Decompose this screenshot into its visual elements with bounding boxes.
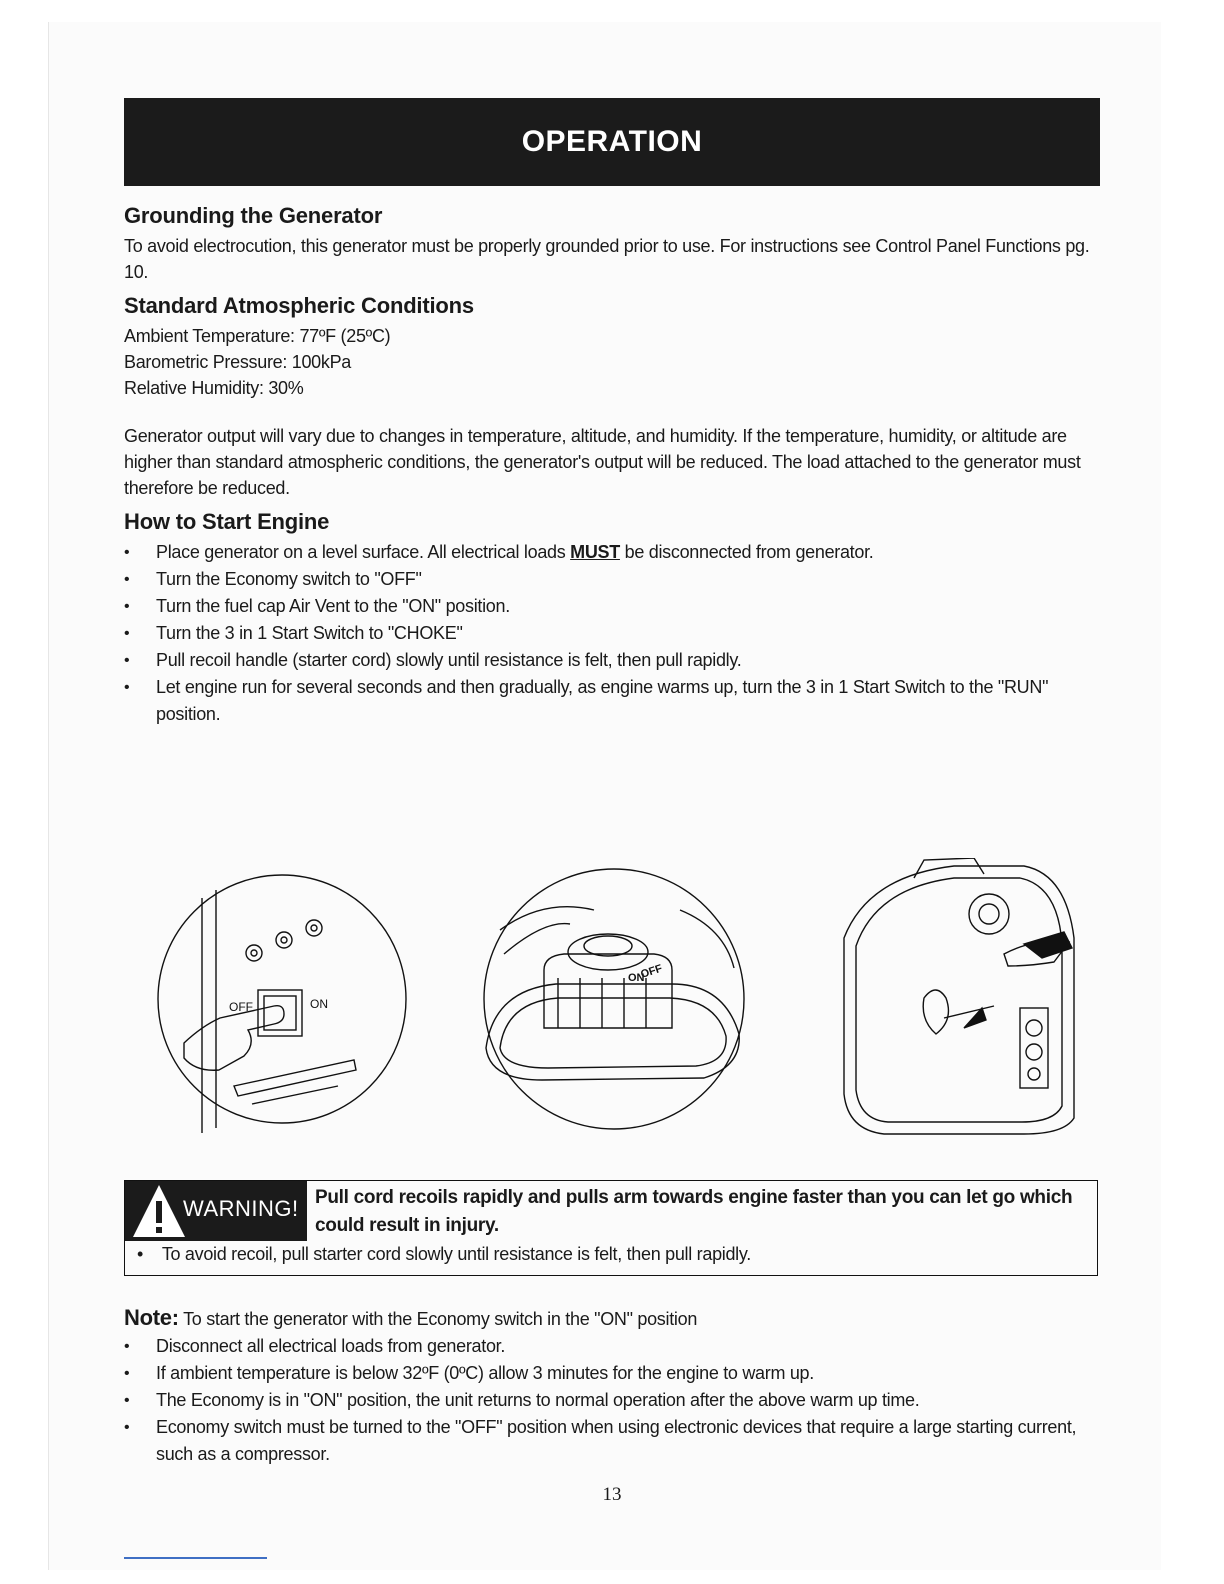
generator-illustration: [844, 858, 1074, 1134]
list-item: • Turn the 3 in 1 Start Switch to "CHOKE": [124, 620, 1100, 647]
grounding-heading: Grounding the Generator: [124, 203, 383, 228]
relative-humidity: Relative Humidity: 30%: [124, 378, 304, 398]
note-text: To start the generator with the Economy switch in the "ON" position: [178, 1309, 698, 1329]
note-list: [124, 1333, 1100, 1468]
grounding-text: To avoid electrocution, this generator must be properly grounded prior to use. For instructions see Control Panel Functions pg. 10.: [124, 236, 1090, 282]
switch-off-label: OFF: [229, 1000, 253, 1014]
list-item: • Pull recoil handle (starter cord) slowly until resistance is felt, then pull rapidly.: [124, 647, 1100, 674]
standard-conditions-section: [124, 293, 1100, 501]
grounding-section: [124, 203, 1100, 285]
start-heading: How to Start Engine: [124, 509, 330, 534]
banner-title: OPERATION: [521, 125, 703, 158]
page-number: 13: [602, 1484, 622, 1505]
cap-off-label: OFF: [639, 962, 664, 981]
economy-switch-illustration: [158, 875, 406, 1133]
list-item: • Turn the fuel cap Air Vent to the "ON" position.: [124, 593, 1100, 620]
illustrations: [124, 858, 1100, 1138]
list-item: • Economy switch must be turned to the "OFF" position when using electronic devices that require a large starting current, such as a compressor.: [124, 1414, 1100, 1468]
main-content: [124, 203, 1100, 730]
warning-bullet: • To avoid recoil, pull starter cord slowly until resistance is felt, then pull rapidly.: [137, 1244, 751, 1264]
list-item: • The Economy is in "ON" position, the unit returns to normal operation after the above warm up time.: [124, 1387, 1100, 1414]
list-item: • Disconnect all electrical loads from generator.: [124, 1333, 1100, 1360]
start-engine-section: [124, 509, 1100, 728]
list-item: • Place generator on a level surface. All electrical loads MUST be disconnected from generator.: [124, 539, 1100, 566]
warning-triangle-icon: [129, 1181, 189, 1241]
section-banner: [124, 98, 1100, 186]
note-lead: [124, 1304, 1100, 1333]
start-steps-list: [124, 539, 1100, 728]
ambient-temperature: Ambient Temperature: 77ºF (25ºC): [124, 326, 391, 346]
standard-heading: Standard Atmospheric Conditions: [124, 293, 474, 318]
switch-on-label: ON: [310, 997, 328, 1011]
must-emphasis: MUST: [570, 542, 620, 562]
warning-badge: [125, 1181, 307, 1241]
output-text: Generator output will vary due to changes in temperature, altitude, and humidity. If the temperature, humidity, or altitude are higher than standard atmospheric conditions, the generator's output will be reduced. The load attached to the generator must therefore be reduced.: [124, 426, 1081, 498]
cap-on-label: ON: [628, 972, 645, 984]
warning-title: Pull cord recoils rapidly and pulls arm towards engine faster than you can let go which could result in injury.: [315, 1187, 1073, 1236]
footer-rule: [124, 1557, 267, 1559]
note-section: [124, 1304, 1100, 1468]
barometric-pressure: Barometric Pressure: 100kPa: [124, 352, 351, 372]
note-label: Note:: [124, 1305, 179, 1330]
fuel-cap-illustration: [484, 869, 744, 1129]
list-item: • If ambient temperature is below 32ºF (0ºC) allow 3 minutes for the engine to warm up.: [124, 1360, 1100, 1387]
list-item: • Let engine run for several seconds and then gradually, as engine warms up, turn the 3 in 1 Start Switch to the "RUN" position.: [124, 674, 1100, 728]
list-item: • Turn the Economy switch to "OFF": [124, 566, 1100, 593]
warning-box: [124, 1180, 1098, 1276]
warning-label: WARNING!: [183, 1196, 299, 1221]
